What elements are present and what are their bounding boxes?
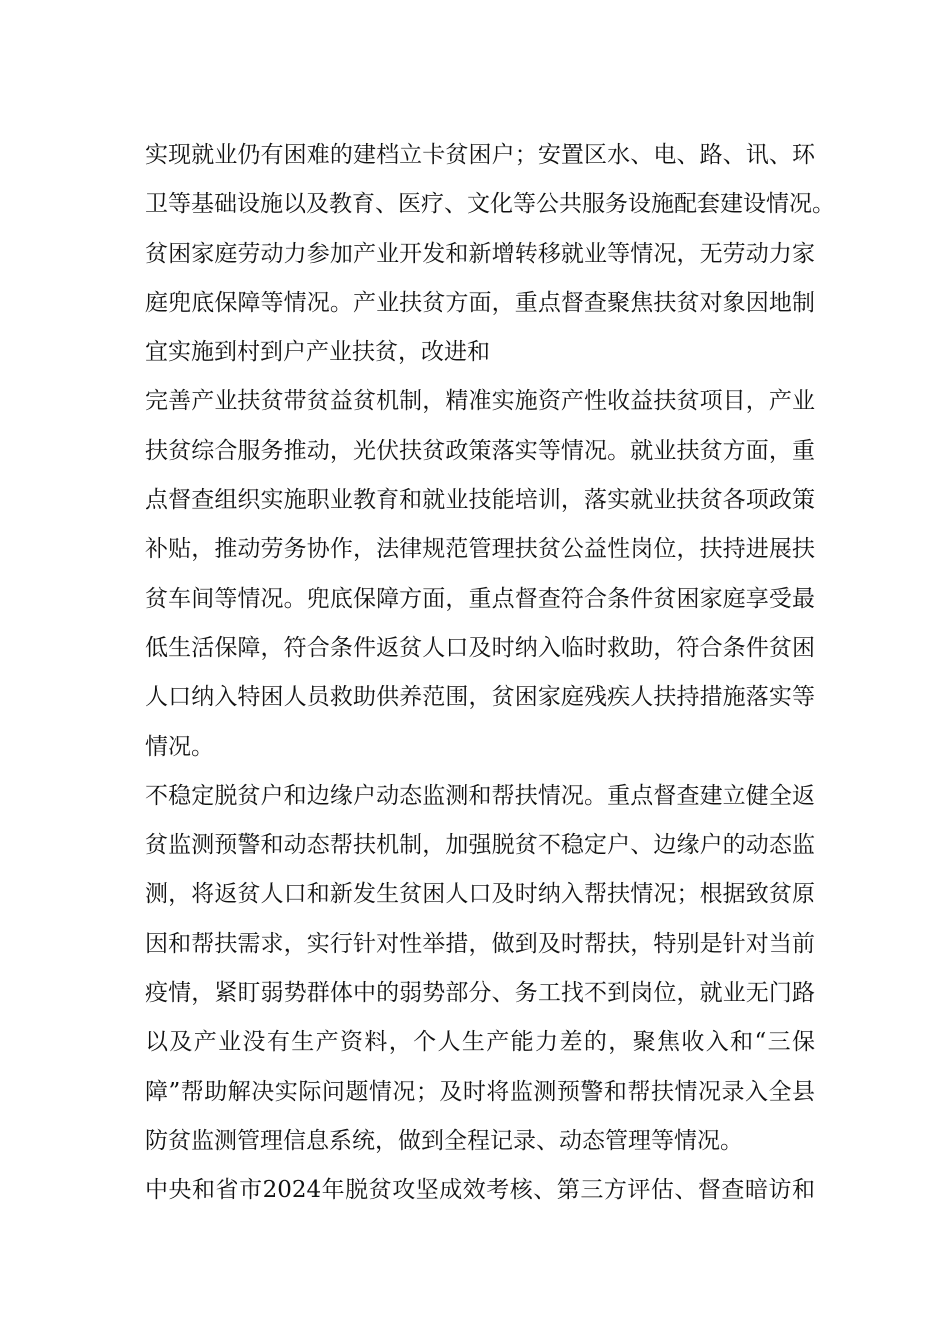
text-line: 中央和省市2024年脱贫攻坚成效考核、第三方评估、督查暗访和: [145, 1177, 815, 1204]
text-line: 卫等基础设施以及教育、医疗、文化等公共服务设施配套建设情况。: [145, 191, 835, 218]
text-line: 情况。: [145, 733, 214, 760]
text-line: 因和帮扶需求，实行针对性举措，做到及时帮扶，特别是针对当前: [145, 930, 815, 957]
text-line: 宜实施到村到户产业扶贫，改进和: [145, 339, 490, 366]
text-line: 贫困家庭劳动力参加产业开发和新增转移就业等情况，无劳动力家: [145, 240, 815, 267]
text-line: 人口纳入特困人员救助供养范围，贫困家庭残疾人扶持措施落实等: [145, 684, 815, 711]
text-line: 贫车间等情况。兜底保障方面，重点督查符合条件贫困家庭享受最: [145, 585, 815, 612]
text-line: 实现就业仍有困难的建档立卡贫困户；安置区水、电、路、讯、环: [145, 142, 815, 168]
text-line: 扶贫综合服务推动，光伏扶贫政策落实等情况。就业扶贫方面，重: [145, 437, 815, 464]
text-line: 完善产业扶贫带贫益贫机制，精准实施资产性收益扶贫项目，产业: [145, 388, 815, 415]
text-line: 庭兜底保障等情况。产业扶贫方面，重点督查聚焦扶贫对象因地制: [145, 289, 815, 316]
text-line: 以及产业没有生产资料，个人生产能力差的，聚焦收入和“三保: [145, 1029, 815, 1056]
paragraph-4: [145, 1166, 815, 1215]
text-line: 防贫监测管理信息系统，做到全程记录、动态管理等情况。: [145, 1127, 743, 1154]
paragraph-1: [145, 131, 835, 377]
text-line: 补贴，推动劳务协作，法律规范管理扶贫公益性岗位，扶持进展扶: [145, 536, 815, 563]
text-line: 疫情，紧盯弱势群体中的弱势部分、务工找不到岗位，就业无门路: [145, 980, 815, 1007]
text-line: 点督查组织实施职业教育和就业技能培训，落实就业扶贫各项政策: [145, 487, 815, 514]
text-line: 不稳定脱贫户和边缘户动态监测和帮扶情况。重点督查建立健全返: [145, 782, 815, 809]
text-line: 低生活保障，符合条件返贫人口及时纳入临时救助，符合条件贫困: [145, 634, 815, 661]
text-line: 障”帮助解决实际问题情况；及时将监测预警和帮扶情况录入全县: [145, 1078, 815, 1105]
text-line: 贫监测预警和动态帮扶机制，加强脱贫不稳定户、边缘户的动态监: [145, 832, 815, 859]
text-line: 测，将返贫人口和新发生贫困人口及时纳入帮扶情况；根据致贫原: [145, 881, 815, 908]
document-body: [145, 131, 835, 1216]
paragraph-2: [145, 377, 815, 771]
paragraph-3: [145, 772, 815, 1166]
